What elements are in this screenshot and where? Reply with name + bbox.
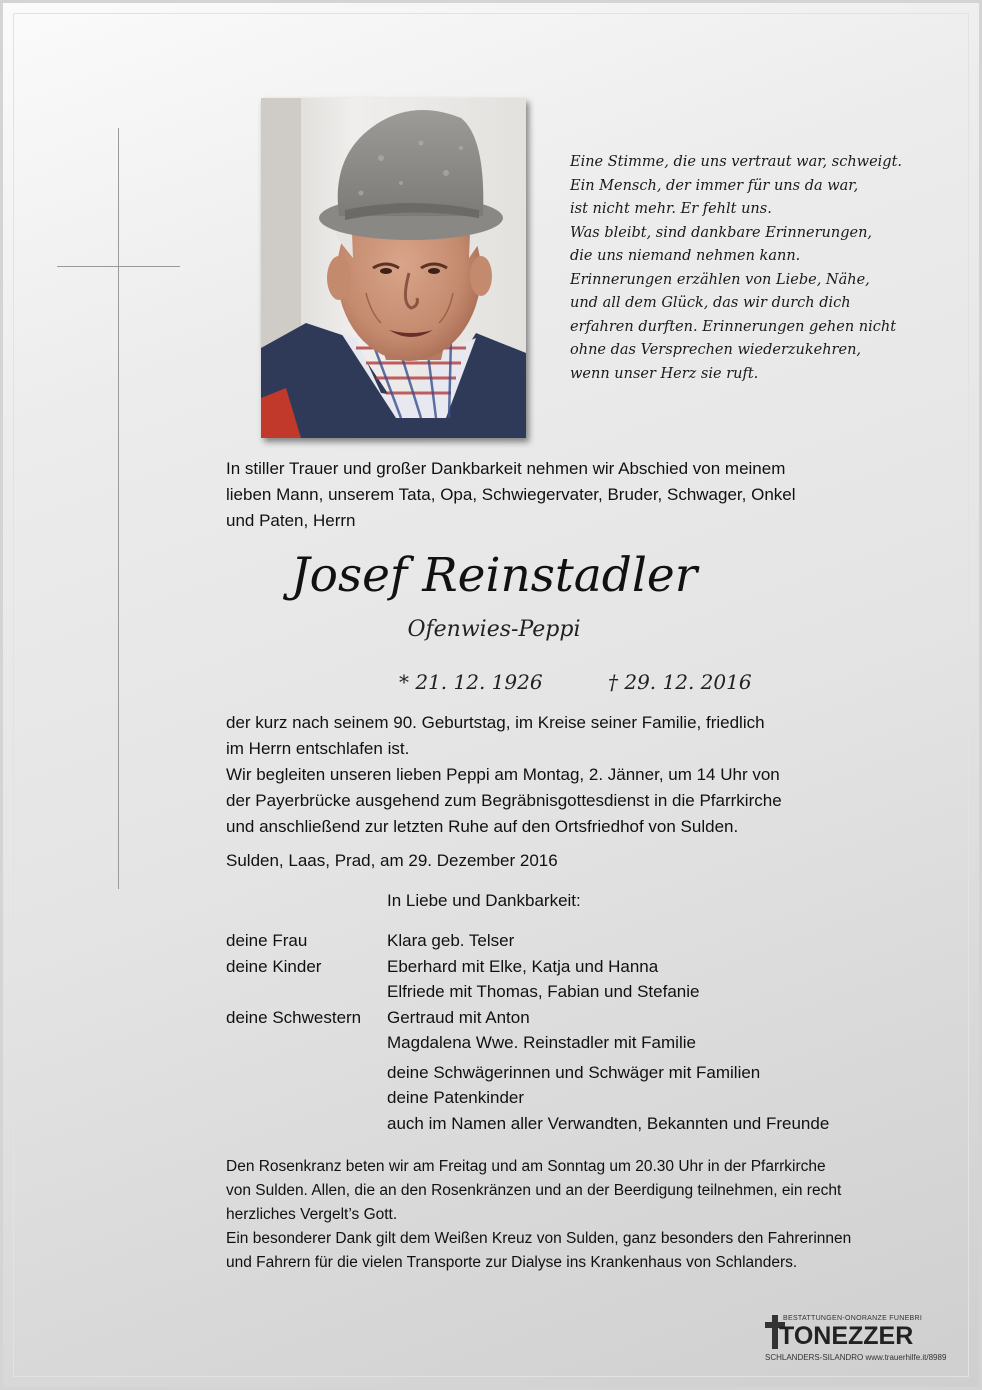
cross-horizontal-line — [57, 266, 180, 267]
funeral-home-logo — [765, 1313, 945, 1368]
closing-line: von Sulden. Allen, die an den Rosenkränzen und an der Beerdigung teilnehmen, ein recht — [226, 1182, 842, 1199]
closing-line: Ein besonderer Dank gilt dem Weißen Kreuz von Sulden, ganz besonders den Fahrerinnen — [226, 1230, 852, 1247]
logo-name: TONEZZER — [779, 1322, 914, 1350]
body-line: im Herrn entschlafen ist. — [226, 739, 410, 758]
intro-line: lieben Mann, unserem Tata, Opa, Schwiegervater, Bruder, Schwager, Onkel — [226, 485, 796, 504]
logo-tagline: BESTATTUNGEN-ONORANZE FUNEBRI — [783, 1315, 923, 1322]
deceased-name: Josef Reinstadler — [290, 548, 698, 603]
poem-line: die uns niemand nehmen kann. — [570, 248, 801, 264]
poem-line: und all dem Glück, das wir durch dich — [570, 295, 851, 311]
intro-text — [226, 456, 796, 534]
poem-line: wenn unser Herz sie ruft. — [570, 365, 759, 382]
mourner-names: auch im Namen aller Verwandten, Bekannten und Freunde — [387, 1113, 830, 1133]
intro-line: In stiller Trauer und großer Dankbarkeit nehmen wir Abschied von meinem — [226, 459, 786, 478]
closing-line: und Fahrern für die vielen Transporte zur Dialyse ins Krankenhaus von Schlanders. — [226, 1254, 798, 1271]
portrait-photo — [261, 98, 526, 438]
intro-line: und Paten, Herrn — [226, 511, 356, 530]
closing-line: Den Rosenkranz beten wir am Freitag und am Sonntag um 20.30 Uhr in der Pfarrkirche — [226, 1158, 826, 1175]
body-line: und anschließend zur letzten Ruhe auf den Ortsfriedhof von Sulden. — [226, 817, 739, 836]
poem-line: Ein Mensch, der immer für uns da war, — [570, 177, 859, 194]
poem-line: Was bleibt, sind dankbare Erinnerungen, — [570, 224, 873, 241]
cross-vertical-line — [118, 128, 119, 889]
mourner-names: deine Schwägerinnen und Schwäger mit Familien — [387, 1062, 761, 1082]
place-and-date: Sulden, Laas, Prad, am 29. Dezember 2016 — [226, 851, 558, 870]
mourner-relation: deine Schwestern — [226, 1007, 362, 1027]
mourner-names: deine Patenkinder — [387, 1088, 525, 1107]
logo-footer: SCHLANDERS-SILANDRO www.trauerhilfe.it/8989 — [765, 1353, 947, 1362]
deceased-nickname: Ofenwies-Peppi — [407, 617, 581, 642]
body-line: der kurz nach seinem 90. Geburtstag, im Kreise seiner Familie, friedlich — [226, 713, 765, 732]
poem — [570, 151, 930, 386]
body-line: der Payerbrücke ausgehend zum Begräbnisgottesdienst in die Pfarrkirche — [226, 791, 782, 810]
death-date: † 29. 12. 2016 — [608, 670, 752, 694]
poem-line: Eine Stimme, die uns vertraut war, schweigt. — [570, 154, 903, 170]
body-line: Wir begleiten unseren lieben Peppi am Montag, 2. Jänner, um 14 Uhr von — [226, 765, 780, 784]
mourner-names: Gertraud mit Anton — [387, 1007, 530, 1027]
mourner-names: Eberhard mit Elke, Katja und Hanna — [387, 956, 659, 976]
poem-line: ist nicht mehr. Er fehlt uns. — [570, 201, 772, 217]
mourners-heading: In Liebe und Dankbarkeit: — [387, 891, 581, 910]
mourner-relation: deine Frau — [226, 931, 308, 950]
poem-line: Erinnerungen erzählen von Liebe, Nähe, — [570, 271, 870, 288]
closing-line: herzliches Vergelt’s Gott. — [226, 1206, 398, 1223]
portrait-illustration — [261, 98, 526, 438]
closing-text — [226, 1155, 851, 1275]
mourner-relation: deine Kinder — [226, 956, 322, 976]
poem-line: ohne das Versprechen wiederzukehren, — [570, 342, 862, 358]
poem-line: erfahren durften. Erinnerungen gehen nicht — [570, 318, 897, 335]
mourner-names: Magdalena Wwe. Reinstadler mit Familie — [387, 1033, 696, 1052]
mourner-names: Klara geb. Telser — [387, 931, 515, 950]
mourner-names: Elfriede mit Thomas, Fabian und Stefanie — [387, 982, 700, 1001]
body-text — [226, 710, 782, 840]
birth-date: * 21. 12. 1926 — [399, 670, 543, 694]
